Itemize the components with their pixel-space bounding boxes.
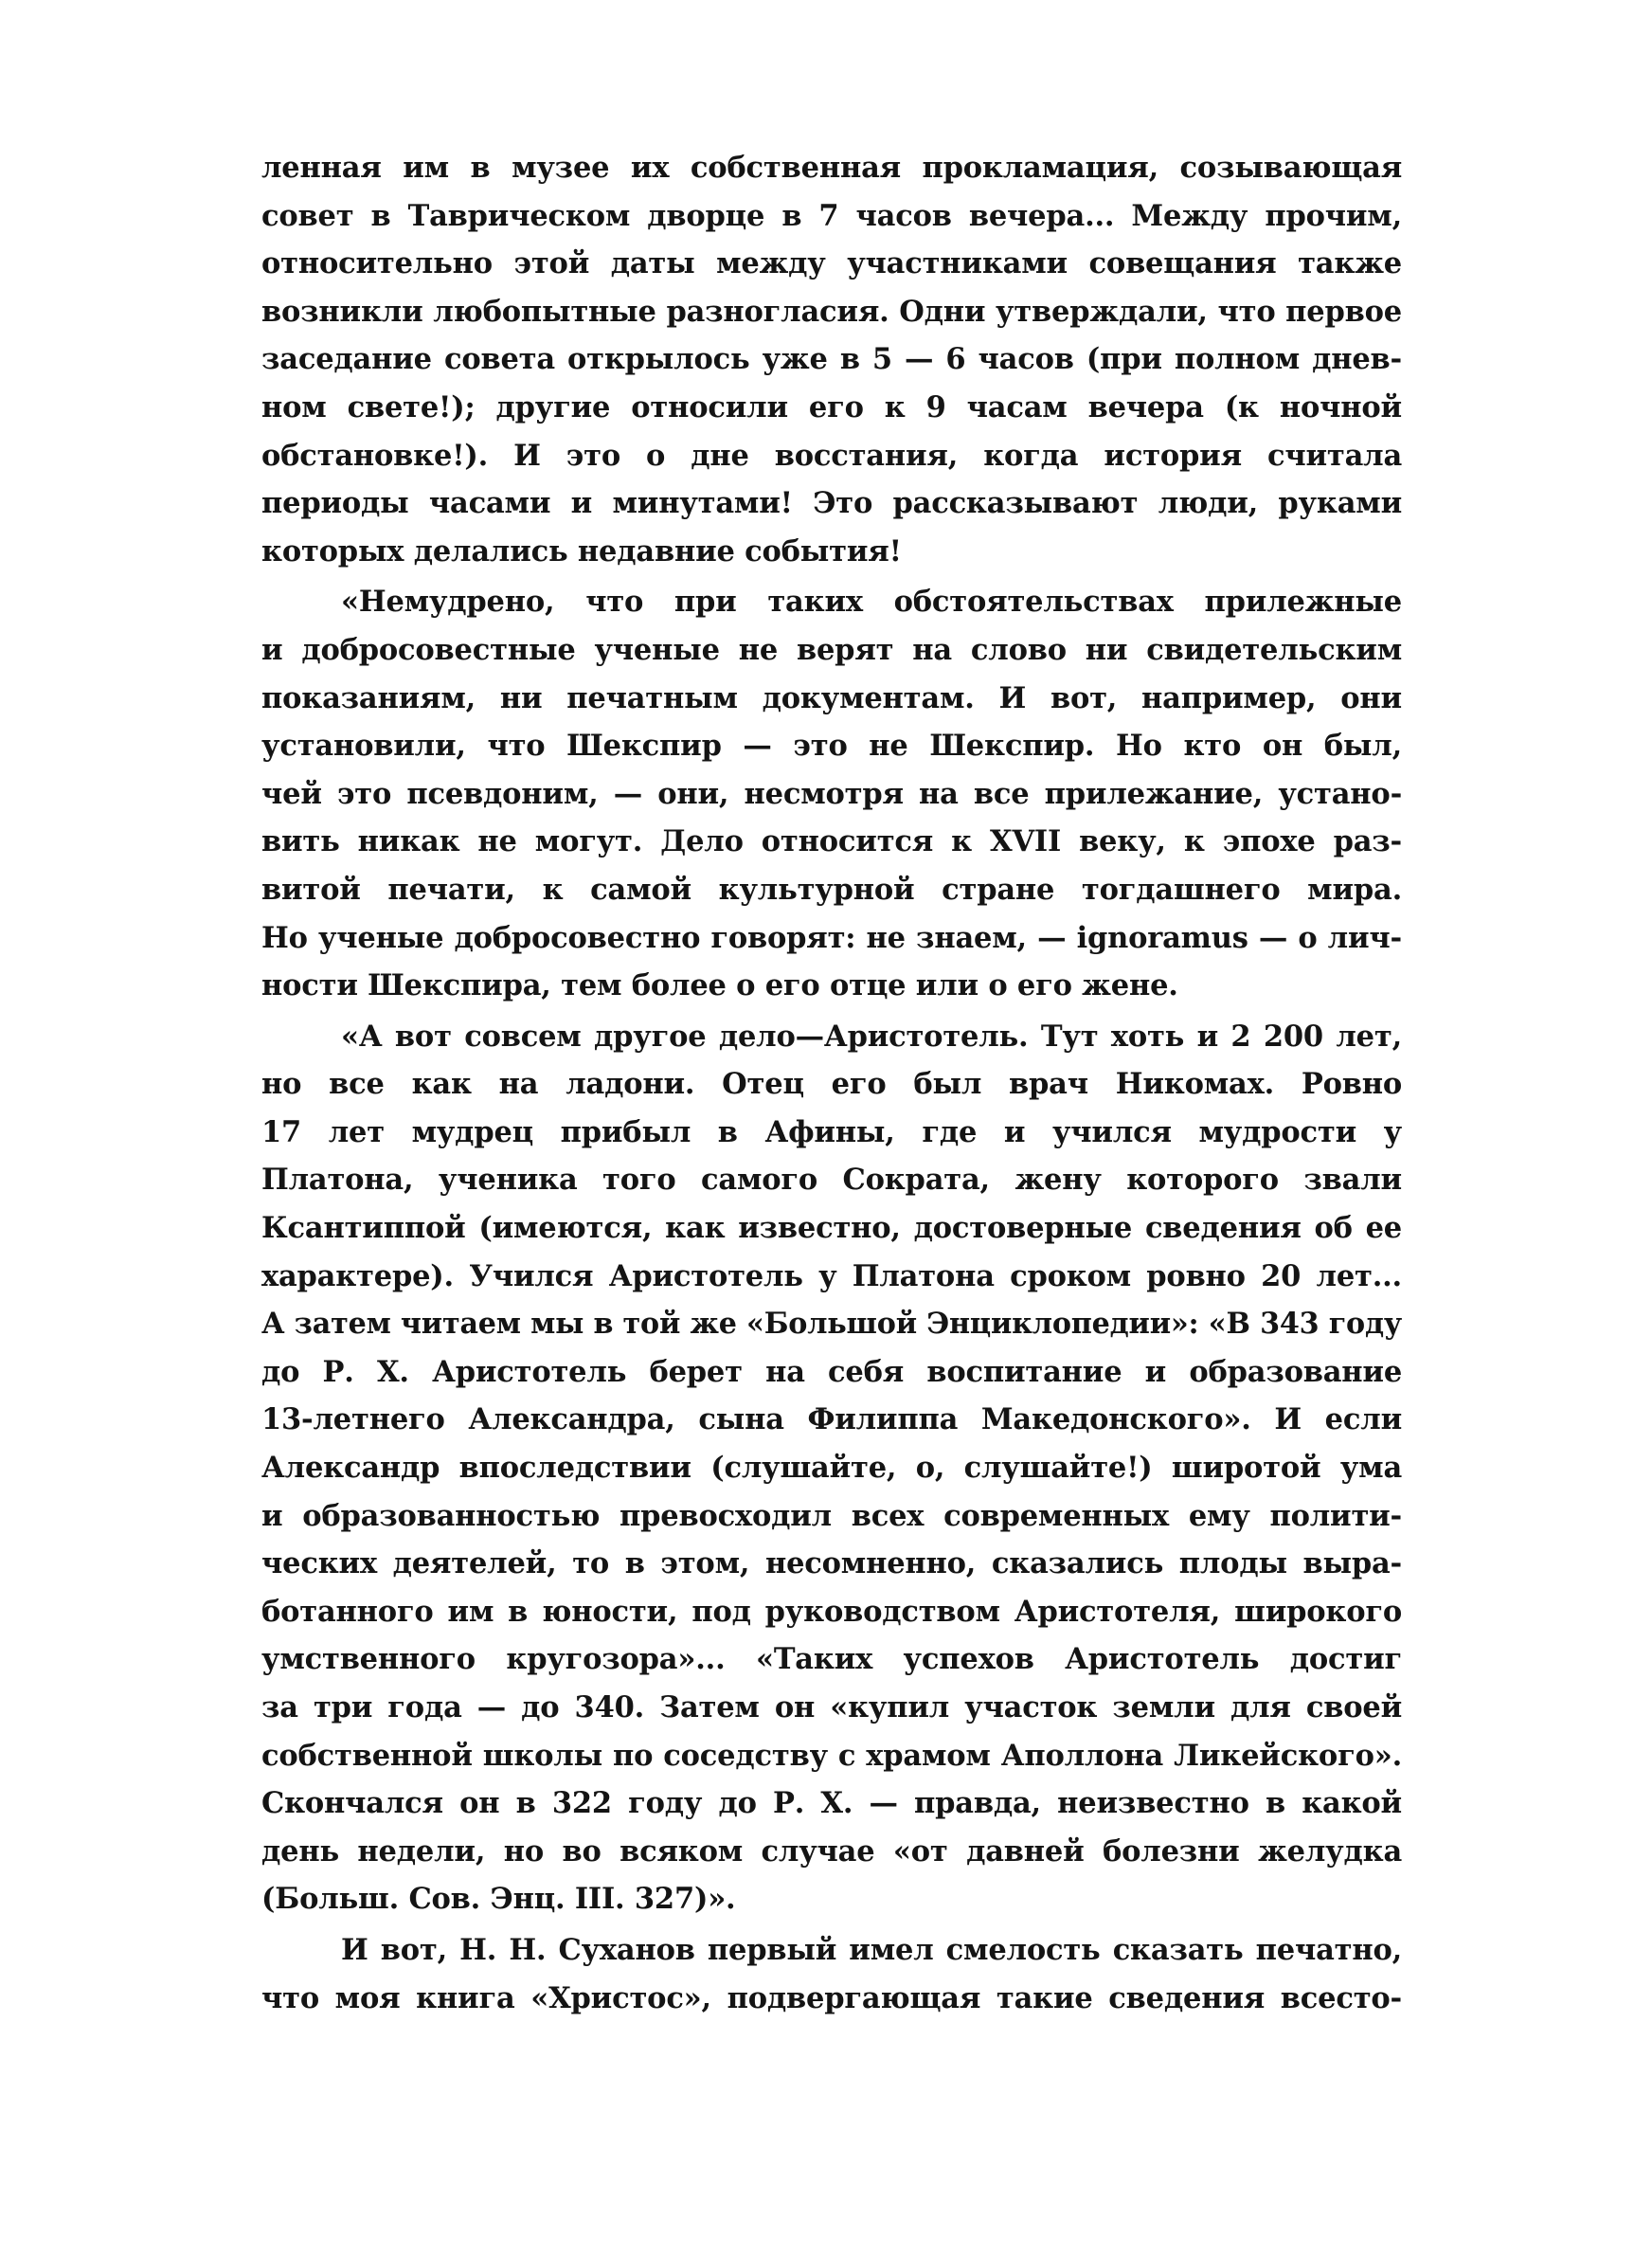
text-line-content: Ксантиппой (имеются, как известно, достоверные сведения об ее [261,1211,1403,1246]
text-line-content: чей это псевдоним, — они, несмотря на все прилежание, устано- [261,776,1403,811]
text-line [261,1684,1402,1732]
text-line [261,1204,1402,1253]
text-line-content: за три года — до 340. Затем он «купил участок земли для своей [261,1690,1403,1724]
text-line [261,962,1402,1010]
text-line-content: совет в Таврическом дворце в 7 часов вечера... Между прочим, [261,198,1403,233]
text-line-content: И вот, Н. Н. Суханов первый имел смелость сказать печатно, [341,1932,1403,1967]
text-line-content: относительно этой даты между участниками совещания также [261,246,1402,281]
text-line-content: обстановке!). И это о дне восстания, когда история считала [261,438,1403,473]
text-line-content: 17 лет мудрец прибыл в Афины, где и учился мудрости у [261,1114,1402,1149]
text-line [261,1396,1402,1444]
text-line-content: ленная им в музее их собственная прокламация, созывающая [261,151,1403,185]
text-line-content: Но ученые добросовестно говорят: не знаем, — ignoramus — о лич- [261,920,1402,955]
text-line-content: ном свете!); другие относили его к 9 часам вечера (к ночной [261,389,1402,424]
text-line [261,1540,1402,1588]
text-line-content: и добросовестные ученые не верят на слово ни свидетельским [261,632,1402,667]
text-line [261,528,1402,576]
text-line [261,335,1402,384]
text-line-content: умственного кругозора»... «Таких успехов Аристотель достиг [261,1642,1402,1677]
text-line [261,1348,1402,1397]
text-line [261,1013,1402,1061]
text-line-content: Александр впоследствии (слушайте, о, слушайте!) широтой ума [261,1451,1403,1486]
text-line [261,1588,1402,1636]
text-line [261,818,1402,866]
text-line-content: Платона, ученика того самого Сократа, жену которого звали [261,1163,1402,1198]
text-line-content: ности Шекспира, тем более о его отце или о его жене. [261,968,1178,1003]
text-line [261,1732,1402,1780]
text-line-content: до Р. Х. Аристотель берет на себя воспитание и образование [261,1354,1403,1389]
text-line-content: «Немудрено, что при таких обстоятельствах прилежные [341,585,1403,620]
text-line [261,675,1402,723]
text-line [261,192,1402,241]
text-line-content: Скончался он в 322 году до Р. Х. — правда, неизвестно в какой [261,1786,1402,1821]
body-text [261,144,1402,2022]
text-line [261,1444,1402,1492]
text-line-content: «А вот совсем другое дело—Аристотель. Тут хоть и 2 200 лет, [341,1019,1403,1054]
text-line [261,1253,1402,1301]
text-line-content: ботанного им в юности, под руководством Аристотеля, широкого [261,1594,1402,1629]
text-line [261,626,1402,675]
text-line-content: вить никак не могут. Дело относится к XVII веку, к эпохе раз- [261,824,1402,859]
text-line-content: (Больш. Сов. Энц. III. 327)». [261,1882,736,1917]
text-line [261,722,1402,770]
text-line [261,914,1402,963]
text-line [261,144,1402,192]
text-line [261,866,1402,914]
text-line-content: 13-летнего Александра, сына Филиппа Македонского». И если [261,1402,1402,1437]
text-line-content: но все как на ладони. Отец его был врач Никомах. Ровно [261,1067,1402,1102]
text-line [261,432,1402,480]
text-line [261,1060,1402,1109]
text-line-content: что моя книга «Христос», подвергающая такие сведения всесто- [261,1980,1402,2015]
text-line [261,479,1402,528]
text-line [261,1926,1402,1975]
text-line-content: периоды часами и минутами! Это рассказывают люди, руками [261,486,1402,521]
text-line [261,384,1402,432]
text-line [261,1156,1402,1204]
text-line-content: А затем читаем мы в той же «Большой Энциклопедии»: «В 343 году [261,1307,1403,1342]
text-line [261,1828,1402,1876]
text-line [261,1492,1402,1541]
text-line-content: характере). Учился Аристотель у Платона сроком ровно 20 лет... [261,1258,1402,1293]
text-line-content: и образованностью превосходил всех современных ему полити- [261,1498,1403,1533]
text-line-content: день недели, но во всяком случае «от давней болезни желудка [261,1833,1403,1869]
text-line [261,1779,1402,1828]
text-line [261,288,1402,336]
text-line [261,770,1402,819]
text-line [261,1109,1402,1157]
text-line-content: возникли любопытные разногласия. Одни утверждали, что первое [261,294,1402,329]
text-line-content: установили, что Шекспир — это не Шекспир. Но кто он был, [261,729,1403,764]
text-line [261,1635,1402,1684]
text-line-content: показаниям, ни печатным документам. И вот, например, они [261,680,1402,715]
text-line-content: заседание совета открылось уже в 5 — 6 часов (при полном днев- [261,342,1402,377]
text-line [261,1300,1402,1348]
text-line [261,578,1402,626]
text-line [261,240,1402,288]
text-line [261,1875,1402,1923]
text-line-content: собственной школы по соседству с храмом Аполлона Ликейского». [261,1738,1402,1773]
text-line [261,1975,1402,2023]
text-line-content: которых делались недавние события! [261,533,902,569]
text-line-content: витой печати, к самой культурной стране тогдашнего мира. [261,872,1403,907]
text-line-content: ческих деятелей, то в этом, несомненно, сказались плоды выра- [261,1546,1403,1581]
